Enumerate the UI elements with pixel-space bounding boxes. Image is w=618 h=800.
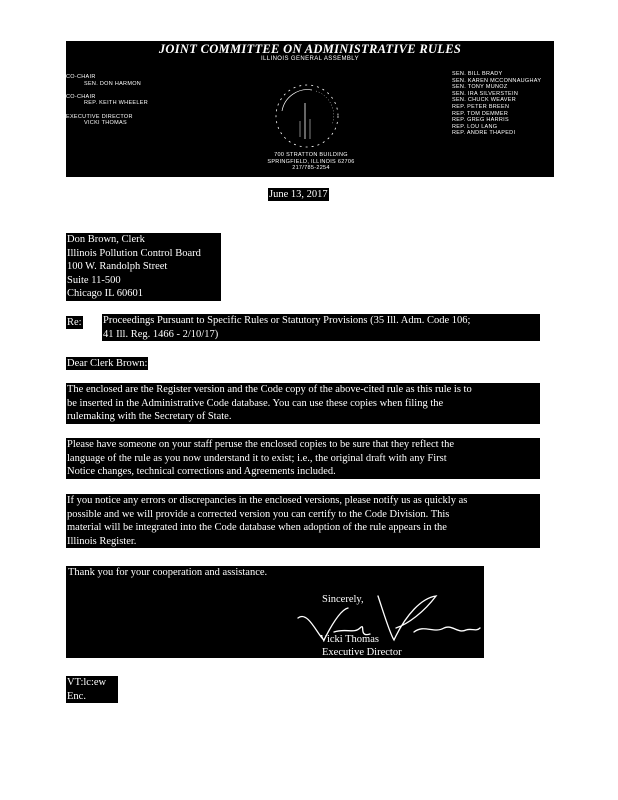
- member-name: SEN. KAREN MCCONNAUGHAY: [452, 77, 542, 84]
- member-name: REP. PETER BREEN: [452, 103, 510, 110]
- paragraph-line: The enclosed are the Register version and the Code copy of the above-cited rule as this rule is to: [67, 384, 472, 395]
- letter-date: June 13, 2017: [269, 189, 328, 200]
- letterhead-right-column: [452, 71, 541, 137]
- left-line: VICKI THOMAS: [84, 120, 127, 127]
- member-name: SEN. IRA SILVERSTEIN: [452, 90, 519, 97]
- body-paragraph-2: [66, 438, 540, 479]
- recipient-line: 100 W. Randolph Street: [67, 261, 168, 272]
- member-name: REP. GREG HARRIS: [452, 117, 509, 124]
- body-paragraph-3: [66, 494, 540, 548]
- left-line: [66, 87, 148, 94]
- recipient-line: Chicago IL 60601: [67, 288, 144, 299]
- closing-sincerely: Sincerely,: [322, 594, 364, 605]
- state-seal-icon: [272, 81, 342, 151]
- reference-initials: VT:lc:ew: [67, 677, 107, 688]
- reference-block: [66, 676, 118, 703]
- paragraph-line: material will be integrated into the Code database when adoption of the rule appears in the: [67, 522, 447, 533]
- left-line: EXECUTIVE DIRECTOR: [66, 113, 133, 120]
- letterhead: [66, 41, 554, 177]
- signer-name: Vicki Thomas: [320, 634, 379, 645]
- paragraph-line: Notice changes, technical corrections and Agreements included.: [67, 466, 336, 477]
- paragraph-line: Please have someone on your staff peruse the enclosed copies to be sure that they reflect the: [67, 439, 455, 450]
- body-paragraph-1: [66, 383, 540, 424]
- left-line: CO-CHAIR: [66, 74, 96, 80]
- member-name: SEN. BILL BRADY: [452, 71, 503, 77]
- member-name: REP. LOU LANG: [452, 123, 498, 130]
- left-line: [66, 107, 148, 114]
- paragraph-line: possible and we will provide a corrected version you can certify to the Code Division. This: [67, 508, 450, 520]
- left-line: CO-CHAIR: [66, 93, 96, 100]
- letterhead-left-column: [66, 74, 148, 127]
- address-line: 700 STRATTON BUILDING: [274, 152, 348, 158]
- recipient-line: Don Brown, Clerk: [67, 234, 145, 245]
- signer-title: Executive Director: [322, 647, 402, 658]
- member-name: REP. TOM DEMMER: [452, 110, 509, 117]
- signature-block: [66, 566, 484, 658]
- re-line: Proceedings Pursuant to Specific Rules or Statutory Provisions (35 Ill. Adm. Code 106;: [103, 315, 471, 326]
- paragraph-line: Illinois Register.: [67, 535, 137, 547]
- letterhead-subtitle: ILLINOIS GENERAL ASSEMBLY: [260, 56, 360, 62]
- signature-text: Vicki Thomas: [294, 588, 300, 589]
- paragraph-line: If you notice any errors or discrepancies in the enclosed versions, please notify us as quickly as: [67, 495, 468, 506]
- paragraph-line: rulemaking with the Secretary of State.: [67, 411, 232, 422]
- recipient-line: Suite 11-500: [67, 274, 121, 286]
- enclosure-note: Enc.: [67, 690, 86, 702]
- member-name: REP. ANDRE THAPEDI: [452, 130, 516, 137]
- member-name: SEN. TONY MUNOZ: [452, 84, 508, 91]
- recipient-line: Illinois Pollution Control Board: [67, 247, 201, 259]
- letterhead-address: [216, 152, 406, 172]
- left-line: REP. KEITH WHEELER: [84, 100, 148, 107]
- letterhead-title: JOINT COMMITTEE ON ADMINISTRATIVE RULES: [158, 42, 462, 56]
- recipient-address: [66, 233, 221, 301]
- address-line: 217/785-2254: [292, 165, 330, 172]
- paragraph-line: language of the rule as you now understand it to exist; i.e., the original draft with any First: [67, 452, 447, 464]
- re-line: 41 Ill. Reg. 1466 - 2/10/17): [103, 328, 219, 340]
- re-label: Re:: [67, 317, 82, 328]
- closing-thanks: Thank you for your cooperation and assistance.: [68, 567, 268, 578]
- salutation: Dear Clerk Brown:: [67, 358, 148, 369]
- re-subject: [102, 314, 540, 341]
- address-line: SPRINGFIELD, ILLINOIS 62706: [267, 158, 355, 165]
- member-name: SEN. CHUCK WEAVER: [452, 97, 516, 104]
- left-line: SEN. DON HARMON: [84, 80, 142, 87]
- paragraph-line: be inserted in the Administrative Code database. You can use these copies when filing the: [67, 397, 444, 409]
